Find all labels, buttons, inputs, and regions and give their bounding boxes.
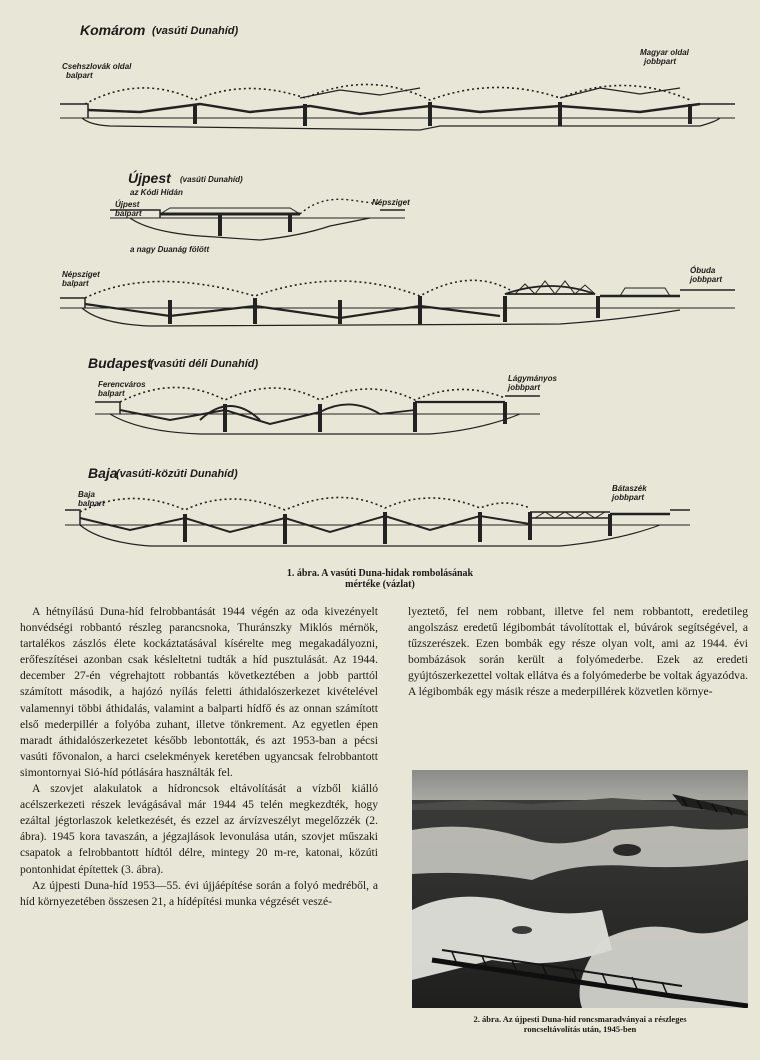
budapest-left-bank-name: Ferencváros (98, 380, 146, 389)
ujpest-left-bank2 (62, 270, 100, 288)
komarom-subtitle: (vasúti Dunahíd) (152, 25, 239, 37)
budapest-left-bank-side: balpart (98, 389, 125, 398)
ujpest-left-bank2-name: Népsziget (62, 270, 100, 279)
ujpest-right-bank2-side: jobbpart (690, 275, 722, 284)
ujpest-branch-big: a nagy Duanág fölött (130, 245, 210, 254)
baja-title: Baja (88, 465, 118, 481)
budapest-right-bank-side: jobbpart (508, 383, 540, 392)
ujpest-title: Újpest (128, 170, 171, 186)
bridge-wreck-photo-image (412, 770, 748, 1008)
ujpest-right-bank: Népsziget (372, 198, 410, 207)
paragraph: Az újpesti Duna-híd 1953—55. évi újjáépítése során a folyó medréből, a híd környezetében összesen 21, a hídépítési munka végzését veszé- (20, 878, 378, 908)
figure-2-caption-line-2: roncseltávolítás után, 1945-ben (523, 1024, 637, 1034)
komarom-sketch (60, 84, 735, 130)
baja-left-bank-side: balpart (78, 499, 105, 508)
baja-sketch (65, 497, 690, 546)
komarom-title: Komárom (80, 22, 146, 38)
ujpest-right-bank2 (690, 266, 722, 284)
baja-right-bank-side: jobbpart (612, 493, 644, 502)
komarom-left-bank-name: Csehszlovák oldal (62, 62, 132, 71)
ujpest-big-sketch (60, 280, 735, 326)
ujpest-small-sketch (110, 199, 405, 240)
paragraph: A hétnyílású Duna-híd felrobbantását 1944 végén az oda kivezényelt honvédségi robbantó részleg parancsnoka, Thuránszky Miklós mérnök, tartalékos zászlós élete kockáztatásával kísérelte meg megakadályozni, erőfeszítései azonban csak késleltetni tudták a híd pusztulását. Az 1944. december 27-én végrehajtott robbantás következtében a jobb parttól számított második, a hajózó nyílás feletti áthidalószerkezet kivételével valamennyi többi áthidalás, valamint a balparti hídfő és az onnan számított első mederpillér a folyóba zuhant, illetve tönkrement. Az egyetlen épen maradt áthidalószerkezetet később lebontották, és azt 1953-ban a pécsi vasúti fővonalon, a harci cselekmények keretében ugyancsak felrobbantott simontornyai Sió-híd pótlására használták fel. (20, 605, 378, 779)
komarom-left-bank-side: balpart (66, 71, 93, 80)
baja-right-bank (612, 484, 647, 502)
text-column-left (20, 604, 378, 910)
komarom-right-bank-side: jobbpart (644, 57, 676, 66)
komarom-left-bank (62, 62, 131, 80)
budapest-left-bank (98, 380, 146, 398)
paragraph: A szovjet alakulatok a hídroncsok eltávolítását a vízből kiálló acélszerkezeti részek levágásával már 1944 45 telén megkezdték, hogy ezáltal jégtorlaszok keletkezését, és ezzel az árvízveszélyt megelőzzék (2. ábra). 1945 kora tavaszán, a jégzajlások levonulása után, szovjet műszaki csapatok a felrobbantott hídtól délre, mintegy 20 m-re, katonai, közúti pontonhidat építettek (3. ábra). (20, 782, 378, 876)
ujpest-left-bank (115, 200, 142, 218)
komarom-right-bank (640, 48, 689, 66)
baja-left-bank (78, 490, 105, 508)
figure-2-caption-line-1: 2. ábra. Az újpesti Duna-híd roncsmaradványai a részleges (473, 1014, 687, 1024)
komarom-right-bank-name: Magyar oldal (640, 48, 689, 57)
budapest-right-bank-name: Lágymányos (508, 374, 557, 383)
ujpest-left-bank2-side: balpart (62, 279, 89, 288)
ujpest-right-bank2-name: Óbuda (690, 266, 716, 275)
text-column-right (408, 604, 748, 701)
figure-1-caption-line-2: mértéke (vázlat) (345, 579, 415, 590)
budapest-sketch (95, 387, 540, 434)
ujpest-left-bank-name: Újpest (115, 200, 140, 209)
paragraph: lyeztető, fel nem robbant, illetve fel nem robbantott, eredetileg angolszász eredetű légibombát távolítottak el, búvárok segítségével, a tűzszerészek. Ezen bombák egy része olyan volt, ami az 1944. évi bombázások során került a folyómederbe. Ezek az eredeti gyújtószerkezettel voltak ellátva és a folyómederbe be voltak ágyazódva. A légibombák egy másik része a mederpillérek közvetlen környe- (408, 605, 748, 699)
baja-left-bank-name: Baja (78, 490, 95, 499)
figure-1-caption-line-1: 1. ábra. A vasúti Duna-hidak rombolásának (286, 568, 474, 579)
figure-2-caption (405, 1014, 755, 1034)
figure-1-caption (230, 568, 530, 590)
budapest-right-bank (508, 374, 557, 392)
baja-subtitle: (vasúti-közúti Dunahíd) (116, 468, 238, 480)
ujpest-left-bank-side: balpart (115, 209, 142, 218)
budapest-title: Budapest (88, 355, 152, 371)
ujpest-subtitle: (vasúti Dunahíd) (180, 175, 243, 184)
figure-2-photo (412, 770, 748, 1008)
budapest-subtitle: (vasúti déli Dunahíd) (150, 358, 259, 370)
ujpest-branch-small: az Kódi Hídán (130, 188, 183, 197)
baja-right-bank-name: Bátaszék (612, 484, 647, 493)
